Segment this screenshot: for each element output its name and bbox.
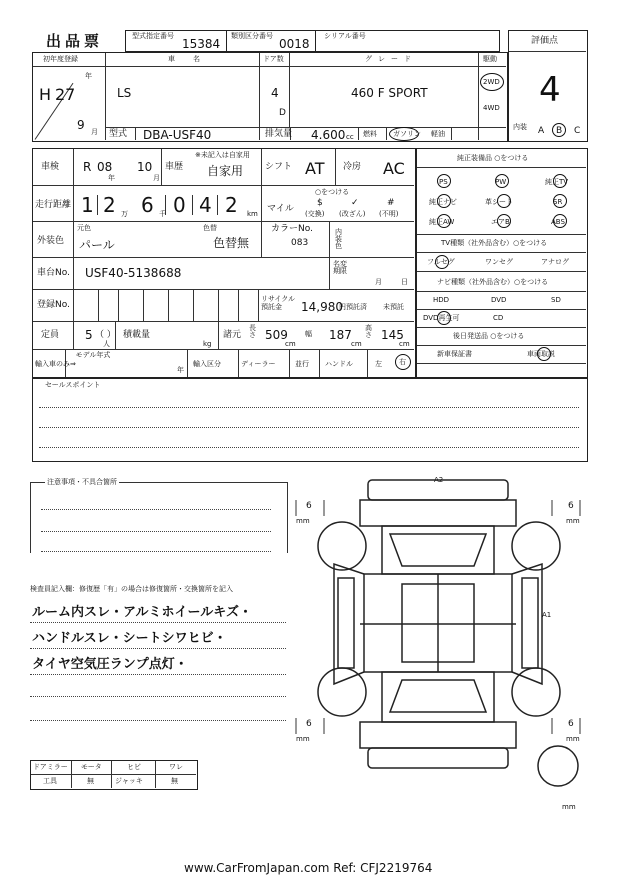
tread-front-left: 6 — [306, 501, 312, 511]
jack: 無 — [171, 777, 178, 785]
damage-a2: A2 — [434, 476, 444, 484]
class-no: 0018 — [279, 37, 310, 51]
car-damage-diagram — [290, 474, 590, 804]
exterior-color: パール — [79, 238, 115, 252]
interior-grade: 内装 A B C — [513, 123, 581, 136]
chassis-number: USF40-5138688 — [85, 266, 182, 280]
fuel: ガソリン — [393, 130, 421, 138]
equipment-section: 純正装備品 ○をつける PS PW 純正TV 純正ナビ 革シート SR 純正AW エアB ABS TV種類（社外品含む）○をつける フルセグ ワンセグ アナログ ナビ種類（社外品含む）○をつける HDD DVD SD DVD再生可 CD 後日発送品 ○をつける 新車保証書 車両取説 — [416, 148, 588, 378]
class-no-cell: 類別区分番号 0018 — [226, 30, 316, 52]
color-number: 083 — [291, 238, 309, 248]
equip-tv-circle — [553, 174, 567, 188]
tv-fullseg-circle — [435, 255, 449, 269]
height: 145 — [381, 328, 404, 342]
equip-navi-circle — [437, 194, 451, 208]
inspection-era: R — [83, 160, 92, 174]
width: 187 — [329, 328, 352, 342]
serial-cell: シリアル番号 — [315, 30, 500, 52]
first-reg-era: H — [39, 85, 52, 104]
equip-pw-circle — [495, 174, 509, 188]
score-box: 評価点 4 — [508, 30, 588, 142]
shift: AT — [305, 159, 325, 178]
drive-2wd: 2WD — [483, 78, 500, 86]
vehicle-basic-section: 初年度登録 H 27 年 9 月 車名 LS ドア数 4 D グレード 460 F SPORT 駆動 2WD 4WD 型式 DBA-USF40 排気量 4.600 cc 燃料 ガソリン 軽油 — [32, 52, 508, 142]
later-manual-circle — [537, 347, 551, 361]
length: 509 — [265, 328, 288, 342]
doors: 4 — [271, 86, 279, 100]
color-change: 色替無 — [213, 236, 250, 250]
model-no-cell: 型式指定番号 15384 — [125, 30, 227, 52]
inspector-note: 検査員記入欄：修復歴「有」の場合は修復箇所・交換箇所を記入 — [30, 585, 233, 593]
page-title: 出品票 — [46, 32, 104, 50]
equip-airbag-circle — [497, 214, 511, 228]
equip-aw-circle — [437, 214, 451, 228]
equip-sr-circle — [553, 194, 567, 208]
model-type: DBA-USF40 — [143, 128, 212, 142]
equip-leather-circle — [497, 194, 511, 208]
tread-rear-left: 6 — [306, 719, 312, 729]
navi-dvd-circle — [437, 311, 451, 325]
inspector-lines — [30, 596, 286, 736]
vehicle-detail-section: 車検 R 08 年 10 月 車歴 ※未記入は自家用 自家用 シフト AT 冷房 AC 走行距離 1 2 万 6 千 0 4 2 km ○をつける マイル $ (交換) ✓ (改ざん) # (不明) 元色 外装色 パール 色替 色替無 カラーNo. 083 内装色 車台No. USF40-5138688 名変期限 月 日 登録No. リサイクル預託金 14,980 円預託済 未預託 定員 5 （ ） 人 積載量 kg 諸元 長さ 509 cm 幅 187 cm 高さ 145 cm 輸入車のみ⇒ モデル年式 年 輸入区分 ディーラー 並行 ハンドル 左 右 — [32, 148, 416, 378]
first-reg-month: 9 — [77, 118, 85, 132]
air-conditioner: AC — [383, 159, 405, 178]
damage-a1: A1 — [542, 611, 552, 619]
note-line-2: ハンドルスレ・シートシワヒビ・ — [32, 631, 227, 646]
sales-point-box: セールスポイント — [32, 378, 588, 462]
drive-4wd: 4WD — [483, 104, 500, 112]
inspection-month: 10 — [137, 160, 153, 174]
score: 4 — [539, 70, 561, 110]
model-no: 15384 — [182, 37, 221, 51]
mirror-type: モータ — [81, 763, 102, 771]
grade: 460 F SPORT — [351, 86, 428, 100]
car-name: LS — [117, 86, 132, 100]
displacement: 4.600 — [311, 128, 346, 142]
footer-reference: www.CarFromJapan.com Ref: CFJ2219764 — [184, 861, 433, 875]
tread-front-right: 6 — [568, 501, 574, 511]
first-reg-year: 27 — [55, 85, 76, 104]
note-line-1: ルーム内スレ・アルミホイールキズ・ — [32, 605, 252, 620]
inspection-year: 08 — [97, 160, 113, 174]
tools: 無 — [87, 777, 94, 785]
mileage-digits: 1 2 万 6 千 0 4 2 km — [81, 193, 258, 218]
accessory-table: ドアミラー モータ ヒビ ワレ 工具 無 ジャッキ 無 — [30, 760, 198, 790]
equip-abs-circle — [553, 214, 567, 228]
vehicle-history: 自家用 — [207, 164, 244, 178]
recycle-fee: 14,980 — [301, 300, 343, 314]
tread-rear-right: 6 — [568, 719, 574, 729]
capacity: 5 — [85, 328, 93, 342]
notes-box: 注意事項・不具合箇所 — [30, 482, 288, 553]
note-line-3: タイヤ空気圧ランプ点灯・ — [32, 657, 188, 672]
equip-ps-circle — [437, 174, 451, 188]
